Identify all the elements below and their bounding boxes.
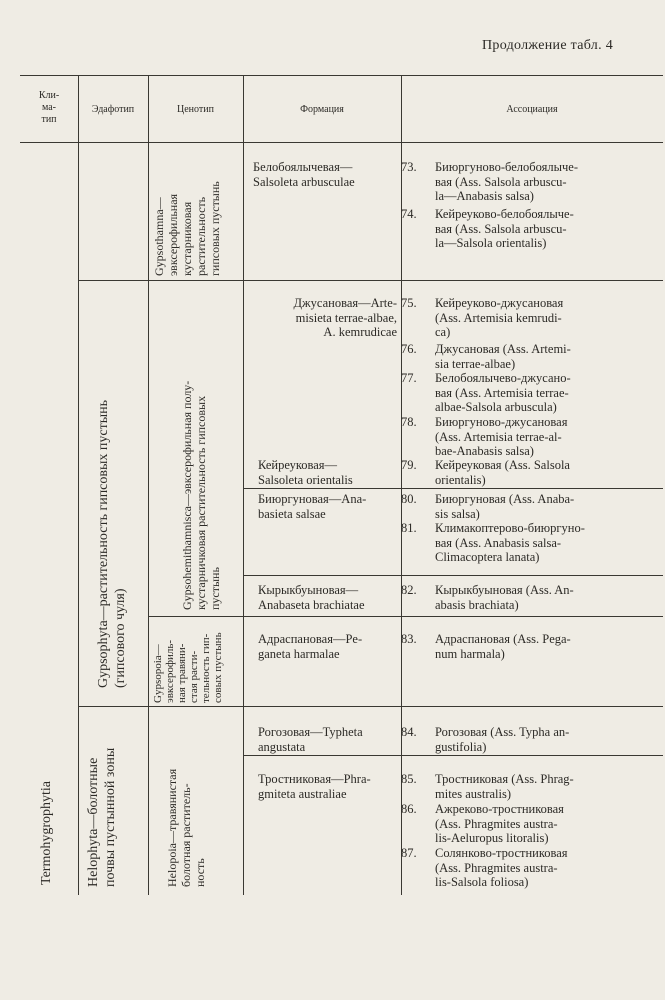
association-text: Ажреково-тростниковая (Ass. Phragmites austra- lis-Aeluropus litoralis) [435,802,564,845]
association-number: 73. [401,160,417,174]
edaphotype-gypsophyta: Gypsophyta—растительность гипсовых пустынь (гипсового чуля) [96,399,128,688]
rule-col1 [78,75,79,895]
formation-typheta-angustata: Рогозовая—Typheta angustata [258,725,363,754]
association-text: Белобоялычево-джусано- вая (Ass. Artemisia terrae- albae-Salsola arbuscula) [435,371,571,414]
formation-salsoleta-arbusculae: Белобоялычевая— Salsoleta arbusculae [253,160,355,189]
association-number: 79. [401,458,417,472]
association-text: Солянково-тростниковая (Ass. Phragmites austra- lis-Salsola foliosa) [435,846,568,889]
association-number: 74. [401,207,417,221]
rule-formation-82 [243,575,663,576]
rule-formation-80 [243,488,663,489]
association-text: Адраспановая (Ass. Pega- num harmala) [435,632,571,661]
rule-group1-bottom [78,280,663,281]
rule-formation-84-bottom [243,755,663,756]
association-text: Джусановая (Ass. Artemi- sia terrae-albae) [435,342,571,371]
association-text: Кырыкбуыновая (Ass. An- abasis brachiata) [435,583,574,612]
edaphotype-helophyta: Helophyta—болотные почвы пустынной зоны [86,747,118,887]
rule-top [20,75,663,76]
header-climatype: Кли- ма- тип [38,90,60,125]
association-number: 83. [401,632,417,646]
header-edaphotype: Эдафотип [91,104,135,115]
cenotype-gypsothamna: Gypsothamna— эвксерофильная кустарниковая растительность гипсовых пустынь [152,181,222,276]
formation-salsoleta-orientalis: Кейреуковая— Salsoleta orientalis [258,458,353,487]
association-number: 81. [401,521,417,535]
association-text: Рогозовая (Ass. Typha an- gustifolia) [435,725,570,754]
formation-artemisieta: Джусановая—Arte- misieta terrae-albae, A. kemrudicae [293,296,397,339]
rule-cenotype-gypsopoia [148,616,663,617]
header-cenotype: Ценотип [177,104,214,115]
association-number: 86. [401,802,417,816]
association-number: 80. [401,492,417,506]
cenotype-gypsopoia: Gypsopoia— эвксерофиль- ная травяни- стая расти- тельность гип- совых пустынь [152,632,224,703]
association-number: 77. [401,371,417,385]
header-association: Ассоциация [506,104,558,115]
association-number: 78. [401,415,417,429]
climatype-termohygrophytia: Termohygrophytia [39,781,54,885]
association-text: Тростниковая (Ass. Phrag- mites australis) [435,772,574,801]
association-text: Климакоптерово-биюргуно- вая (Ass. Anabasis salsa- Climacoptera lanata) [435,521,585,564]
association-text: Биюргуново-джусановая (Ass. Artemisia terrae-al- bae-Anabasis salsa) [435,415,568,458]
association-text: Биюргуново-белобоялыче- вая (Ass. Salsola arbuscu- la—Anabasis salsa) [435,160,578,203]
formation-anabasieta-salsae: Биюргуновая—Ana- basieta salsae [258,492,367,521]
formation-anabaseta-brachiatae: Кырыкбуыновая— Anabaseta brachiatae [258,583,365,612]
page-header: Продолжение табл. 4 [482,38,613,53]
association-number: 85. [401,772,417,786]
rule-col2 [148,75,149,895]
association-number: 84. [401,725,417,739]
association-number: 75. [401,296,417,310]
cenotype-gypsohemithamnisca: Gypsohemithamnisca—эвксерофильная полу- кустарничковая растительность гипсовых пустынь [180,380,222,610]
rule-col3 [243,75,244,895]
association-text: Кейреуково-белобоялыче- вая (Ass. Salsola arbuscu- la—Salsola orientalis) [435,207,574,250]
association-text: Кейреуково-джусановая (Ass. Artemisia kemrudi- ca) [435,296,564,339]
formation-peganeta-harmalae: Адраспановая—Pe- ganeta harmalae [258,632,363,661]
association-number: 87. [401,846,417,860]
rule-edaphotype-bottom [78,706,663,707]
formation-phragmiteta-australiae: Тростниковая—Phra- gmiteta australiae [258,772,371,801]
association-text: Биюргуновая (Ass. Anaba- sis salsa) [435,492,575,521]
association-number: 76. [401,342,417,356]
cenotype-helopoia: Helopoia—травянистая болотная раститель- ность [165,768,207,887]
association-number: 82. [401,583,417,597]
header-formation: Формация [300,104,344,115]
rule-header-bottom [20,142,663,143]
association-text: Кейреуковая (Ass. Salsola orientalis) [435,458,570,487]
